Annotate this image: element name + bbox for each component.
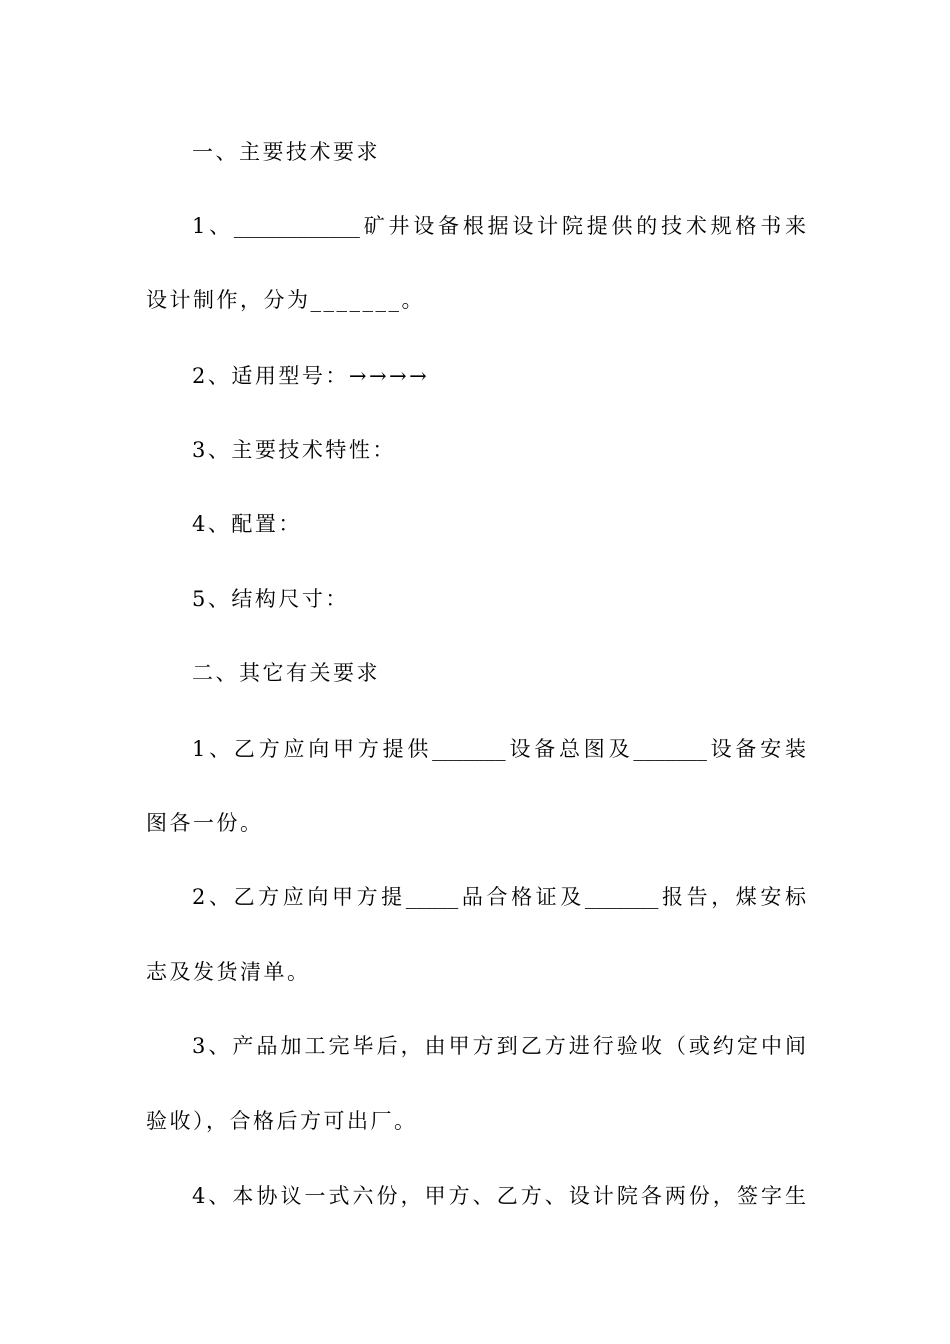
paragraph-line: 2、适用型号：→→→→ <box>192 364 430 388</box>
paragraph-line: 志及发货清单。 <box>146 960 311 984</box>
paragraph-line: 1、____________矿井设备根据设计院提供的技术规格书来 <box>192 214 806 238</box>
paragraph-line: 5、结构尺寸： <box>192 587 349 611</box>
paragraph-line: 2、乙方应向甲方提_____品合格证及_______报告，煤安标 <box>192 885 806 909</box>
paragraph-line: 3、产品加工完毕后，由甲方到乙方进行验收（或约定中间 <box>192 1034 806 1058</box>
section-heading-main-requirements: 一、主要技术要求 <box>192 140 380 164</box>
paragraph-line: 3、主要技术特性： <box>192 438 396 462</box>
paragraph-line: 1、乙方应向甲方提供_______设备总图及_______设备安装 <box>192 737 806 761</box>
section-heading-other-requirements: 二、其它有关要求 <box>192 661 380 685</box>
paragraph-line: 设计制作，分为_______。 <box>146 288 425 312</box>
paragraph-line: 4、本协议一式六份，甲方、乙方、设计院各两份，签字生 <box>192 1184 806 1208</box>
paragraph-line: 验收），合格后方可出厂。 <box>146 1109 418 1133</box>
paragraph-line: 图各一份。 <box>146 811 264 835</box>
paragraph-line: 4、配置： <box>192 512 302 536</box>
